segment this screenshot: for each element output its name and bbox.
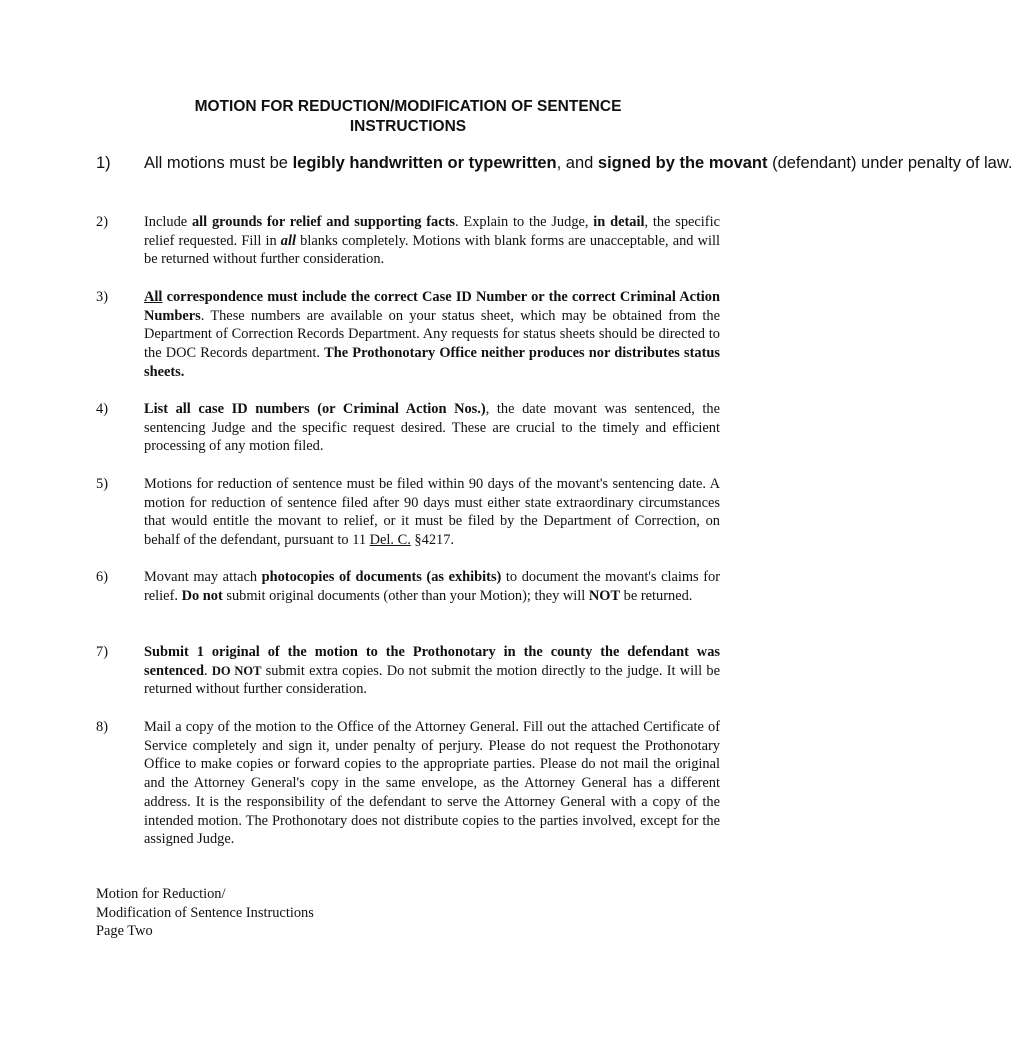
text-segment: §4217. (410, 532, 454, 549)
emphasis-bold: signed by the movant (597, 154, 768, 172)
emphasis-bold: The Prothonotary Office neither produces nor distributes status sheets. (144, 345, 720, 380)
text-segment: . Explain to the Judge, (455, 214, 594, 230)
text-segment: blanks completely. Motions with blank forms are unacceptable, and will be returned without further consideration. (144, 232, 720, 268)
page-footer (96, 885, 314, 941)
item-text (144, 153, 1012, 173)
text-segment: submit extra copies. Do not submit the motion directly to the judge. It will be returned without further consideration. (144, 662, 721, 698)
footer-line-1: Motion for Reduction/ (96, 886, 226, 902)
text-segment: All motions must be (144, 154, 293, 172)
text-segment: Mail a copy of the motion to the Office of the Attorney General. Fill out the attached Certificate of Service completely and sign it, under penalty of perjury. Please do not request the Prothonotary Office to make copies or forward copies to the appropriate parties. Please do not mail the original and the Attorney General's copy in the same envelope, as the Attorney General has a different address. It is the responsibility of the defendant to serve the Attorney General with a copy of the intended motion. The Prothonotary does not distribute copies to the parties involved, except for the assigned Judge. (144, 719, 720, 848)
item-text (144, 288, 720, 382)
text-segment: be returned. (620, 587, 693, 604)
emphasis-bold: List all case ID numbers (or Criminal Action Nos.) (144, 401, 486, 417)
item-number: 5) (96, 476, 108, 492)
emphasis-bold: legibly handwritten or typewritten (292, 154, 557, 172)
emphasis-bold: NOT (588, 587, 621, 604)
item-text (144, 643, 720, 699)
emphasis-bold: correspondence must include the correct Case ID Number or the correct Criminal Action Numbers (144, 289, 720, 324)
item-number: 7) (96, 644, 108, 660)
item-number: 3) (96, 289, 108, 305)
text-segment: , the date movant was sentenced, the sentencing Judge and the specific request desired. These are crucial to the timely and efficient processing of any motion filed. (144, 401, 720, 455)
text-segment: , the specific relief requested. Fill in (144, 214, 720, 249)
item-number: 6) (96, 569, 108, 585)
title-line-2: INSTRUCTIONS (349, 118, 467, 135)
text-segment: to document the movant's claims for relief. (144, 569, 720, 604)
emphasis-bold: Do not (181, 587, 223, 604)
item-text (144, 475, 720, 550)
emphasis-bold: Submit 1 original of the motion to the Prothonotary in the county the defendant was sentenced (144, 644, 720, 679)
document-title (96, 97, 720, 137)
emphasis-bold-italic: all (280, 232, 296, 249)
text-segment: (defendant) under penalty of law. (767, 154, 1012, 172)
text-segment: , and (556, 154, 598, 172)
item-number: 2) (96, 214, 108, 230)
text-segment: . (203, 662, 212, 679)
emphasis-bold: all grounds for relief and supporting facts (191, 214, 456, 230)
item-text (144, 718, 720, 849)
item-text (144, 400, 720, 456)
footer-line-2: Modification of Sentence Instructions (96, 904, 314, 921)
text-segment: submit original documents (other than your Motion); they will (222, 587, 589, 604)
item-text (144, 213, 720, 269)
emphasis-bold: photocopies of documents (as exhibits) (261, 569, 502, 585)
item-number: 8) (96, 719, 108, 735)
title-line-1: MOTION FOR REDUCTION/MODIFICATION OF SENTENCE (194, 98, 622, 115)
emphasis-bold: DO NOT (211, 663, 262, 678)
text-segment: Motions for reduction of sentence must be filed within 90 days of the movant's sentencing date. A motion for reduction of sentence filed after 90 days must either state extraordinary circumstances that would entitle the movant to relief, or it must be filed by the Department of Correction, on behalf of the defendant, pursuant to 11 (144, 476, 720, 549)
footer-page-label: Page Two (96, 923, 153, 940)
citation-underline: Del. C. (369, 532, 411, 549)
item-number: 4) (96, 401, 108, 417)
emphasis-underline: All (144, 289, 163, 305)
text-segment: . These numbers are available on your status sheet, which may be obtained from the Department of Correction Records Department. Any requests for status sheets should be directed to the DOC Records department. (144, 307, 720, 362)
item-text (144, 568, 720, 605)
emphasis-bold: in detail (593, 214, 645, 230)
text-segment: Include (144, 214, 192, 230)
item-number: 1) (96, 154, 111, 172)
text-segment: Movant may attach (144, 569, 262, 585)
